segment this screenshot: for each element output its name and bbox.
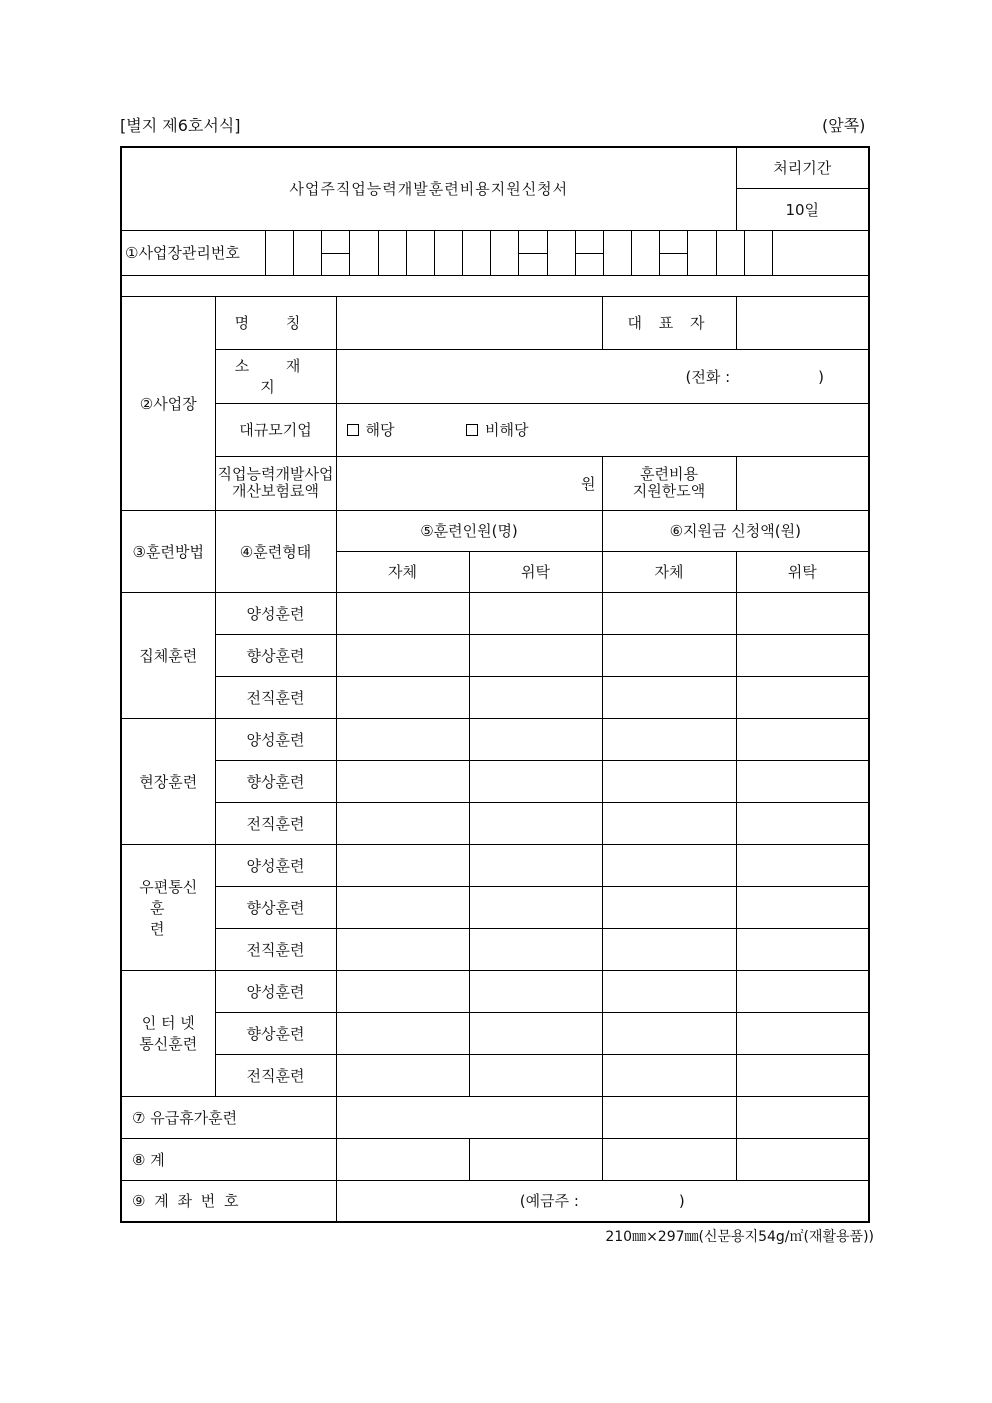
workplace-section-label: ②사업장 [121,296,215,510]
training-type: 향상훈련 [215,760,336,802]
input-cell[interactable] [602,802,736,844]
input-cell[interactable] [469,844,602,886]
amount-self-header: 자체 [602,551,736,592]
training-type: 전직훈련 [215,802,336,844]
training-type: 향상훈련 [215,1012,336,1054]
input-cell[interactable] [336,634,469,676]
checkbox-icon[interactable] [466,424,478,436]
input-cell[interactable] [469,634,602,676]
input-cell[interactable] [602,592,736,634]
input-cell[interactable] [736,970,869,1012]
paid-leave-amount-consign[interactable] [736,1096,869,1138]
input-cell[interactable] [469,802,602,844]
input-cell[interactable] [469,676,602,718]
training-type: 양성훈련 [215,970,336,1012]
name-field[interactable] [336,296,602,349]
input-cell[interactable] [602,1012,736,1054]
input-cell[interactable] [736,676,869,718]
total-cell[interactable] [602,1138,736,1180]
amount-consign-header: 위탁 [736,551,869,592]
input-cell[interactable] [736,886,869,928]
support-limit-field[interactable] [736,456,869,510]
checkbox-icon[interactable] [347,424,359,436]
input-cell[interactable] [736,928,869,970]
premium-field[interactable]: 원 [336,456,602,510]
input-cell[interactable] [602,676,736,718]
input-cell[interactable] [736,634,869,676]
application-form [120,146,870,1223]
input-cell[interactable] [469,760,602,802]
input-cell[interactable] [336,718,469,760]
input-cell[interactable] [736,592,869,634]
page-side-label: (앞쪽) [822,116,866,135]
spacer-row [121,275,869,296]
group-label: 우편통신 훈 련 [121,844,215,970]
paper-spec: 210㎜×297㎜(신문용지54g/㎡(재활용품)) [605,1229,874,1245]
account-field[interactable] [336,1180,869,1222]
input-cell[interactable] [602,634,736,676]
support-limit-label: 훈련비용 지원한도액 [602,456,736,510]
input-cell[interactable] [736,802,869,844]
form-title: 사업주직업능력개발훈련비용지원신청서 [121,147,736,230]
option-not-applicable[interactable]: 비해당 [466,421,528,439]
paid-leave-trainees[interactable] [336,1096,602,1138]
input-cell[interactable] [336,886,469,928]
large-company-label: 대규모기업 [215,403,336,456]
input-cell[interactable] [602,928,736,970]
address-field[interactable] [336,349,869,403]
representative-label: 대 표 자 [602,296,736,349]
input-cell[interactable] [336,802,469,844]
input-cell[interactable] [336,844,469,886]
total-cell[interactable] [736,1138,869,1180]
amount-header: ⑥지원금 신청액(원) [602,510,869,551]
input-cell[interactable] [336,760,469,802]
training-type: 양성훈련 [215,718,336,760]
input-cell[interactable] [336,592,469,634]
option-applicable[interactable]: 해당 [347,421,395,439]
input-cell[interactable] [469,592,602,634]
training-type: 양성훈련 [215,844,336,886]
total-cell[interactable] [469,1138,602,1180]
address-label: 소 재 지 [215,349,336,403]
training-method-header: ③훈련방법 [121,510,215,592]
input-cell[interactable] [336,928,469,970]
training-type: 향상훈련 [215,886,336,928]
premium-label: 직업능력개발사업 개산보험료액 [215,456,336,510]
input-cell[interactable] [602,1054,736,1096]
group-label: 집체훈련 [121,592,215,718]
training-type: 전직훈련 [215,1054,336,1096]
group-label: 인 터 넷 통신훈련 [121,970,215,1096]
training-type: 전직훈련 [215,676,336,718]
input-cell[interactable] [469,1054,602,1096]
input-cell[interactable] [469,970,602,1012]
trainees-self-header: 자체 [336,551,469,592]
processing-period-value: 10일 [736,188,869,230]
input-cell[interactable] [336,1054,469,1096]
training-type: 전직훈련 [215,928,336,970]
account-label: ⑨ 계 좌 번 호 [121,1180,336,1222]
mgmt-number-label: ①사업장관리번호 [125,244,240,262]
trainees-consign-header: 위탁 [469,551,602,592]
input-cell[interactable] [602,718,736,760]
account-holder[interactable]: (예금주 : ) [519,1192,685,1211]
input-cell[interactable] [602,970,736,1012]
phone-field[interactable]: (전화 : ) [685,367,825,386]
input-cell[interactable] [336,1012,469,1054]
input-cell[interactable] [736,1012,869,1054]
input-cell[interactable] [336,970,469,1012]
total-cell[interactable] [336,1138,469,1180]
form-number: [별지 제6호서식] [120,116,241,135]
paid-leave-label: ⑦ 유급휴가훈련 [121,1096,336,1138]
input-cell[interactable] [736,1054,869,1096]
mgmt-number-boxes[interactable] [265,231,868,275]
input-cell[interactable] [469,928,602,970]
input-cell[interactable] [336,676,469,718]
input-cell[interactable] [602,760,736,802]
processing-period-label: 처리기간 [736,147,869,188]
input-cell[interactable] [736,844,869,886]
group-label: 현장훈련 [121,718,215,844]
training-type-header: ④훈련형태 [215,510,336,592]
training-type: 향상훈련 [215,634,336,676]
input-cell[interactable] [736,760,869,802]
representative-field[interactable] [736,296,869,349]
input-cell[interactable] [602,886,736,928]
total-label: ⑧ 계 [121,1138,336,1180]
trainees-header: ⑤훈련인원(명) [336,510,602,551]
input-cell[interactable] [469,718,602,760]
name-label: 명 칭 [215,296,336,349]
input-cell[interactable] [602,844,736,886]
training-type: 양성훈련 [215,592,336,634]
input-cell[interactable] [469,1012,602,1054]
paid-leave-amount-self[interactable] [602,1096,736,1138]
input-cell[interactable] [469,886,602,928]
input-cell[interactable] [736,718,869,760]
